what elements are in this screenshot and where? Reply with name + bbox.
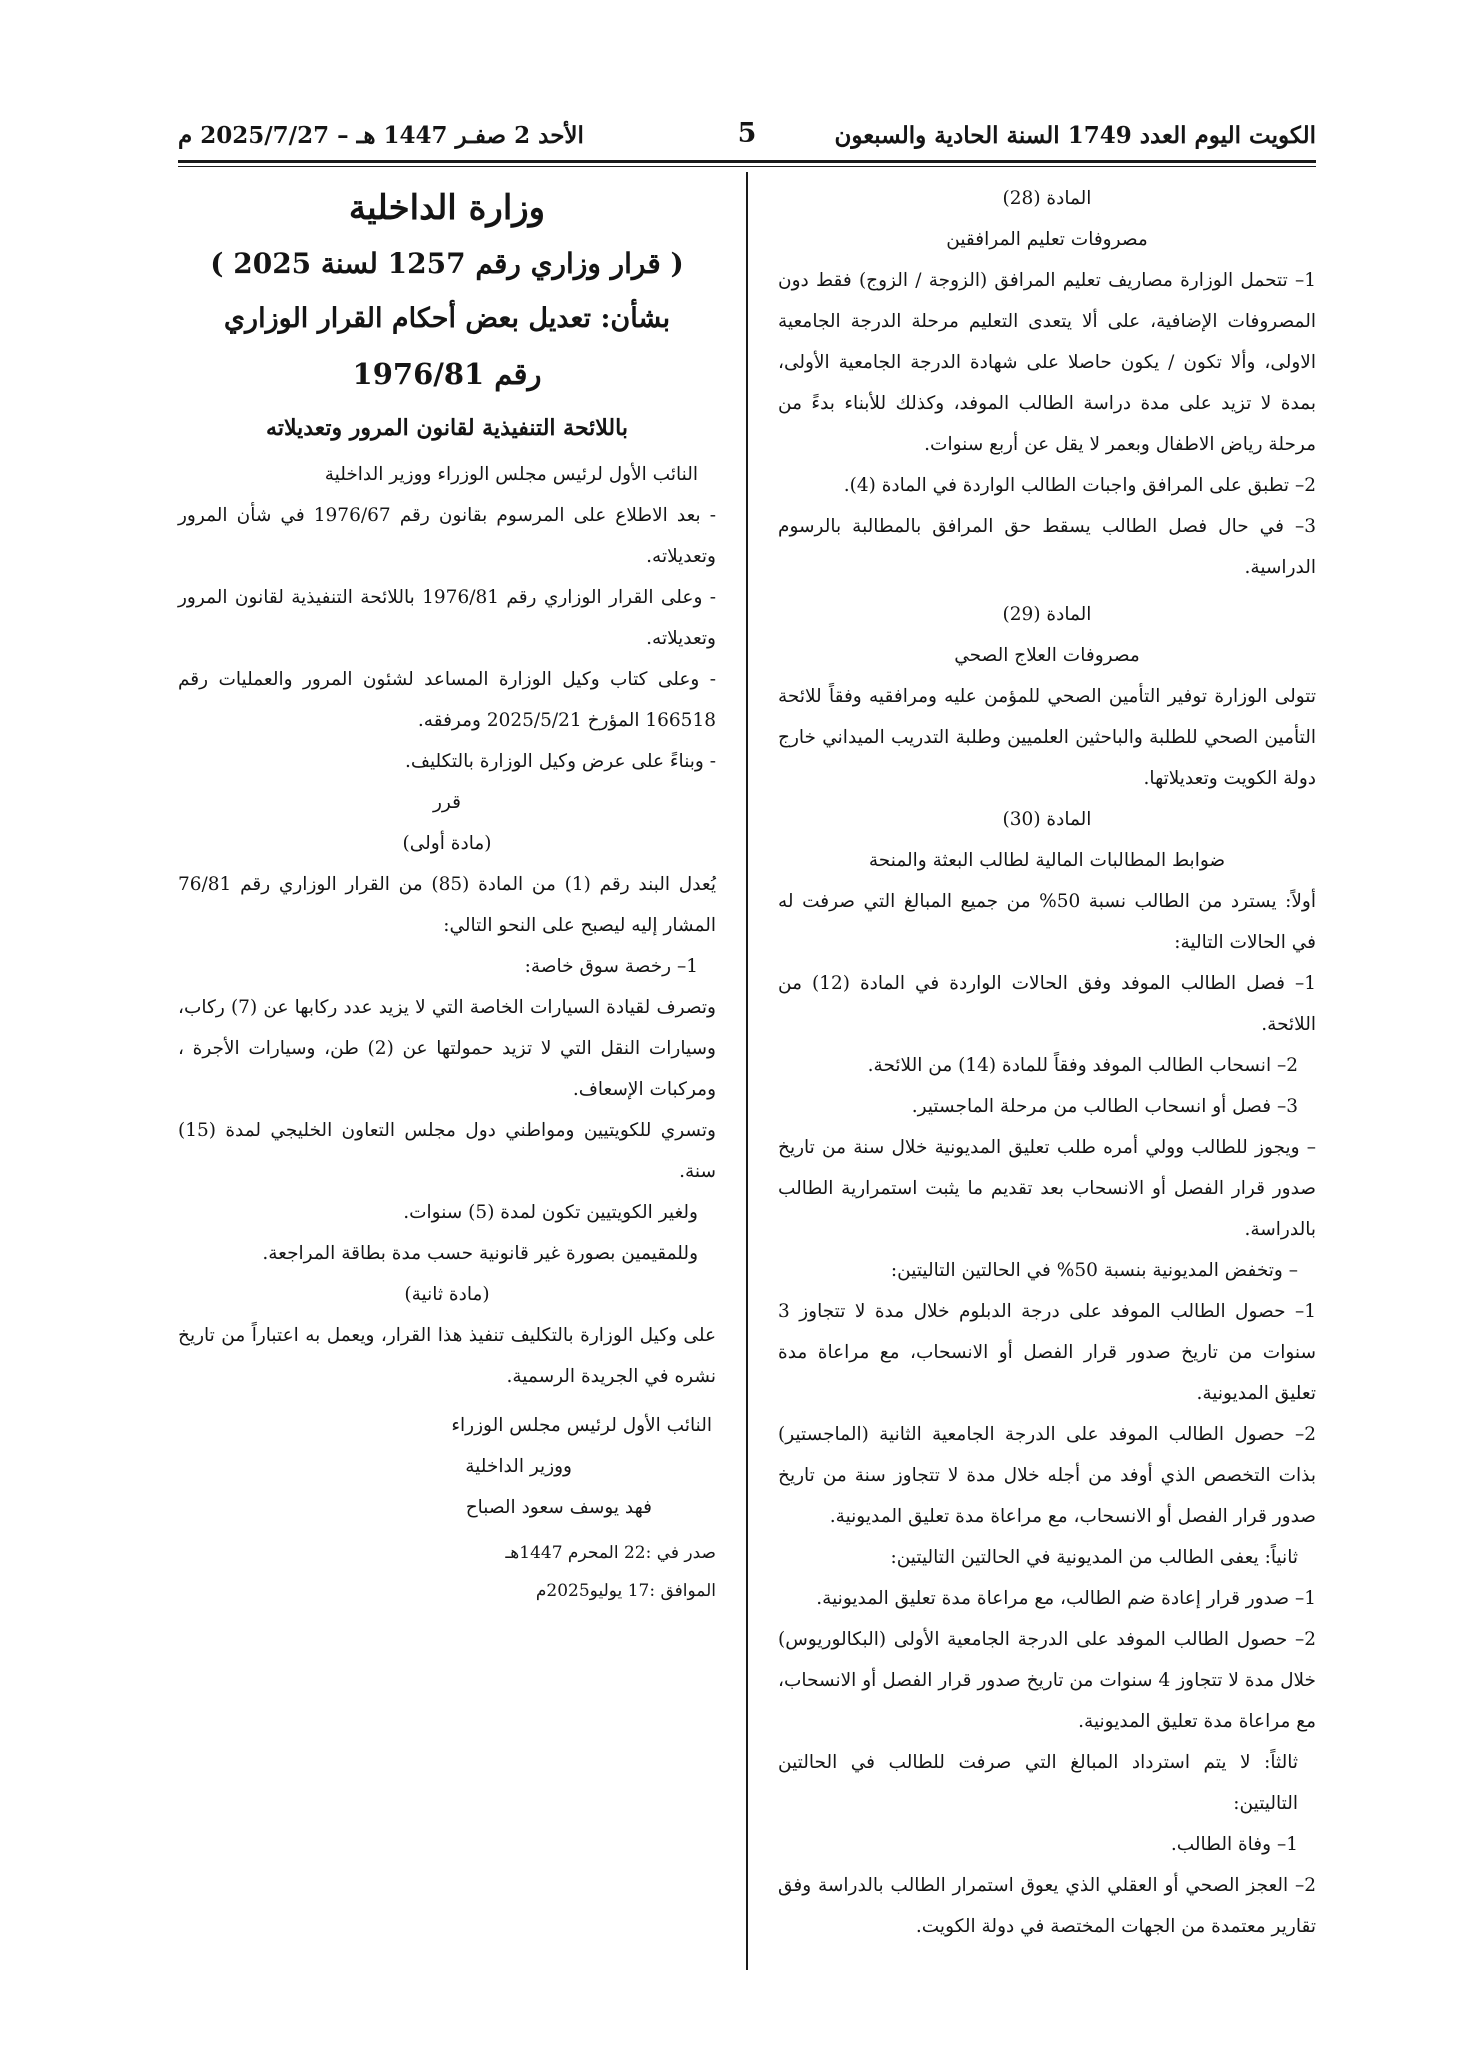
article-29-title: المادة (29) — [1002, 604, 1092, 625]
signature-name: فهد يوسف سعود الصباح — [465, 1497, 652, 1518]
article-30-third: ثالثاً: لا يتم استرداد المبالغ التي صرفت للطالب في الحالتين التاليتين: — [778, 1752, 1298, 1814]
license-para-3: ولغير الكويتيين تكون لمدة (5) سنوات. — [403, 1202, 698, 1223]
article-30-title: المادة (30) — [1002, 809, 1092, 830]
decree-subject: بشأن: تعديل بعض أحكام القرار الوزاري — [223, 303, 671, 334]
article-29-subtitle: مصروفات العلاج الصحي — [954, 645, 1140, 666]
article-28-para-2: 2– تطبق على المرافق واجبات الطالب الواردة في المادة (4). — [843, 475, 1316, 496]
article-28-para-3: 3– في حال فصل الطالب يسقط حق المرافق بالمطالبة بالرسوم الدراسية. — [778, 516, 1316, 578]
signature-line-1: النائب الأول لرئيس مجلس الوزراء — [451, 1415, 712, 1436]
issued-date-hijri: صدر في :22 المحرم 1447هـ — [505, 1543, 716, 1563]
license-para-2: وتسري للكويتيين ومواطني دول مجلس التعاون الخليجي لمدة (15) سنة. — [178, 1120, 716, 1182]
signature-block — [178, 1405, 716, 1528]
header-issue-info: الكويت اليوم العدد 1749 السنة الحادية والسبعون — [834, 122, 1316, 149]
regulation-title: باللائحة التنفيذية لقانون المرور وتعديلاته — [266, 415, 628, 441]
decree-number: ( قرار وزاري رقم 1257 لسنة 2025 ) — [210, 247, 684, 280]
right-column — [778, 178, 1316, 1947]
article-30-second: ثانياً: يعفى الطالب من المديونية في الحالتين التاليتين: — [890, 1547, 1298, 1568]
article-30-second-item-1: 1– صدور قرار إعادة ضم الطالب، مع مراعاة مدة تعليق المديونية. — [816, 1588, 1316, 1609]
license-para-4: وللمقيمين بصورة غير قانونية حسب مدة بطاقة المراجعة. — [262, 1243, 698, 1264]
article-28-subtitle: مصروفات تعليم المرافقين — [946, 229, 1148, 250]
article-29-para-1: تتولى الوزارة توفير التأمين الصحي للمؤمن عليه ومرافقيه وفقاً للائحة التأمين الصحي للطلبة والباحثين العلميين وطلبة التدريب الميداني خارج دولة الكويت وتعديلاتها. — [778, 686, 1316, 789]
left-column — [178, 180, 716, 1610]
page-number: 5 — [737, 118, 757, 149]
article-30-second-item-2: 2– حصول الطالب الموفد على الدرجة الجامعية الأولى (البكالوريوس) خلال مدة لا تتجاوز 4 سنوات من تاريخ صدور قرار الفصل أو الانسحاب، مع مراعاة مدة تعليق المديونية. — [778, 1629, 1316, 1732]
article-30-first: أولاً: يسترد من الطالب نسبة 50% من جميع المبالغ التي صرفت له في الحالات التالية: — [778, 891, 1316, 953]
issuing-authority: النائب الأول لرئيس مجلس الوزراء ووزير الداخلية — [324, 464, 698, 485]
column-divider — [746, 172, 748, 1970]
article-1-title: (مادة أولى) — [402, 833, 492, 854]
header-rule-thin — [178, 166, 1316, 167]
recital-1: - بعد الاطلاع على المرسوم بقانون رقم 1976/67 في شأن المرور وتعديلاته. — [178, 505, 716, 567]
article-30-first-item-3: 3– فصل أو انسحاب الطالب من مرحلة الماجستير. — [911, 1096, 1298, 1117]
article-30-third-item-1: 1– وفاة الطالب. — [1170, 1834, 1298, 1855]
ministry-heading: وزارة الداخلية — [348, 188, 546, 228]
decided-word: قرر — [433, 792, 461, 813]
article-30-third-item-2: 2– العجز الصحي أو العقلي الذي يعوق استمرار الطالب بالدراسة وفق تقارير معتمدة من الجهات المختصة في دولة الكويت. — [778, 1875, 1316, 1937]
article-1-text: يُعدل البند رقم (1) من المادة (85) من القرار الوزاري رقم 76/81 المشار إليه ليصبح على النحو التالي: — [178, 874, 716, 936]
decree-reference: رقم 1976/81 — [352, 357, 542, 391]
recital-2: - وعلى القرار الوزاري رقم 1976/81 باللائحة التنفيذية لقانون المرور وتعديلاته. — [178, 587, 717, 649]
header-rule — [178, 160, 1316, 163]
signature-line-2: ووزير الداخلية — [465, 1456, 572, 1477]
recital-3: - وعلى كتاب وكيل الوزارة المساعد لشئون المرور والعمليات رقم 166518 المؤرخ 2025/5/21 ومرفقه. — [178, 669, 716, 731]
header-date: الأحد 2 صفـر 1447 هـ – 2025/7/27 م — [178, 122, 584, 149]
page-header — [178, 116, 1316, 156]
license-title: 1– رخصة سوق خاصة: — [524, 956, 698, 977]
issued-date-gregorian: الموافق :17 يوليو2025م — [535, 1581, 716, 1601]
article-30-first-item-2: 2– انسحاب الطالب الموفد وفقاً للمادة (14) من اللائحة. — [867, 1055, 1298, 1076]
article-28-para-1: 1– تتحمل الوزارة مصاريف تعليم المرافق (الزوجة / الزوج) فقط دون المصروفات الإضافية، على ألا يتعدى التعليم مرحلة الدرجة الجامعية الاولى، وألا تكون / يكون حاصلا على شهادة الدرجة الجامعية الأولى، بمدة لا تزيد على مدة دراسة الطالب الموفد، وكذلك للأبناء بدءً من مرحلة رياض الاطفال وبعمر لا يقل عن أربع سنوات. — [778, 270, 1316, 455]
article-2-title: (مادة ثانية) — [404, 1284, 490, 1305]
article-28-title: المادة (28) — [1002, 188, 1092, 209]
article-30-reduction-item-2: 2– حصول الطالب الموفد على الدرجة الجامعية الثانية (الماجستير) بذات التخصص الذي أوفد من أجله خلال مدة لا تتجاوز سنة من تاريخ صدور قرار الفصل أو الانسحاب، مع مراعاة مدة تعليق المديونية. — [778, 1424, 1316, 1527]
article-30-subtitle: ضوابط المطالبات المالية لطالب البعثة والمنحة — [868, 850, 1226, 871]
article-30-suspension: – ويجوز للطالب وولي أمره طلب تعليق المديونية خلال سنة من تاريخ صدور قرار الفصل أو الانسحاب بعد تقديم ما يثبت استمرارية الطالب بالدراسة. — [778, 1137, 1316, 1240]
article-30-first-item-1: 1– فصل الطالب الموفد وفق الحالات الواردة في المادة (12) من اللائحة. — [778, 973, 1317, 1035]
recital-4: - وبناءً على عرض وكيل الوزارة بالتكليف. — [404, 751, 716, 772]
article-30-reduction-item-1: 1– حصول الطالب الموفد على درجة الدبلوم خلال مدة لا تتجاوز 3 سنوات من تاريخ صدور قرار الفصل أو الانسحاب، مع مراعاة مدة تعليق المديونية. — [778, 1301, 1316, 1404]
article-30-reduction: – وتخفض المديونية بنسبة 50% في الحالتين التاليتين: — [890, 1260, 1298, 1281]
article-2-text: على وكيل الوزارة بالتكليف تنفيذ هذا القرار، ويعمل به اعتباراً من تاريخ نشره في الجريدة الرسمية. — [178, 1325, 716, 1387]
license-para-1: وتصرف لقيادة السيارات الخاصة التي لا يزيد عدد ركابها عن (7) ركاب، وسيارات النقل التي لا تزيد حمولتها عن (2) طن، وسيارات الأجرة ، ومركبات الإسعاف. — [178, 997, 716, 1100]
